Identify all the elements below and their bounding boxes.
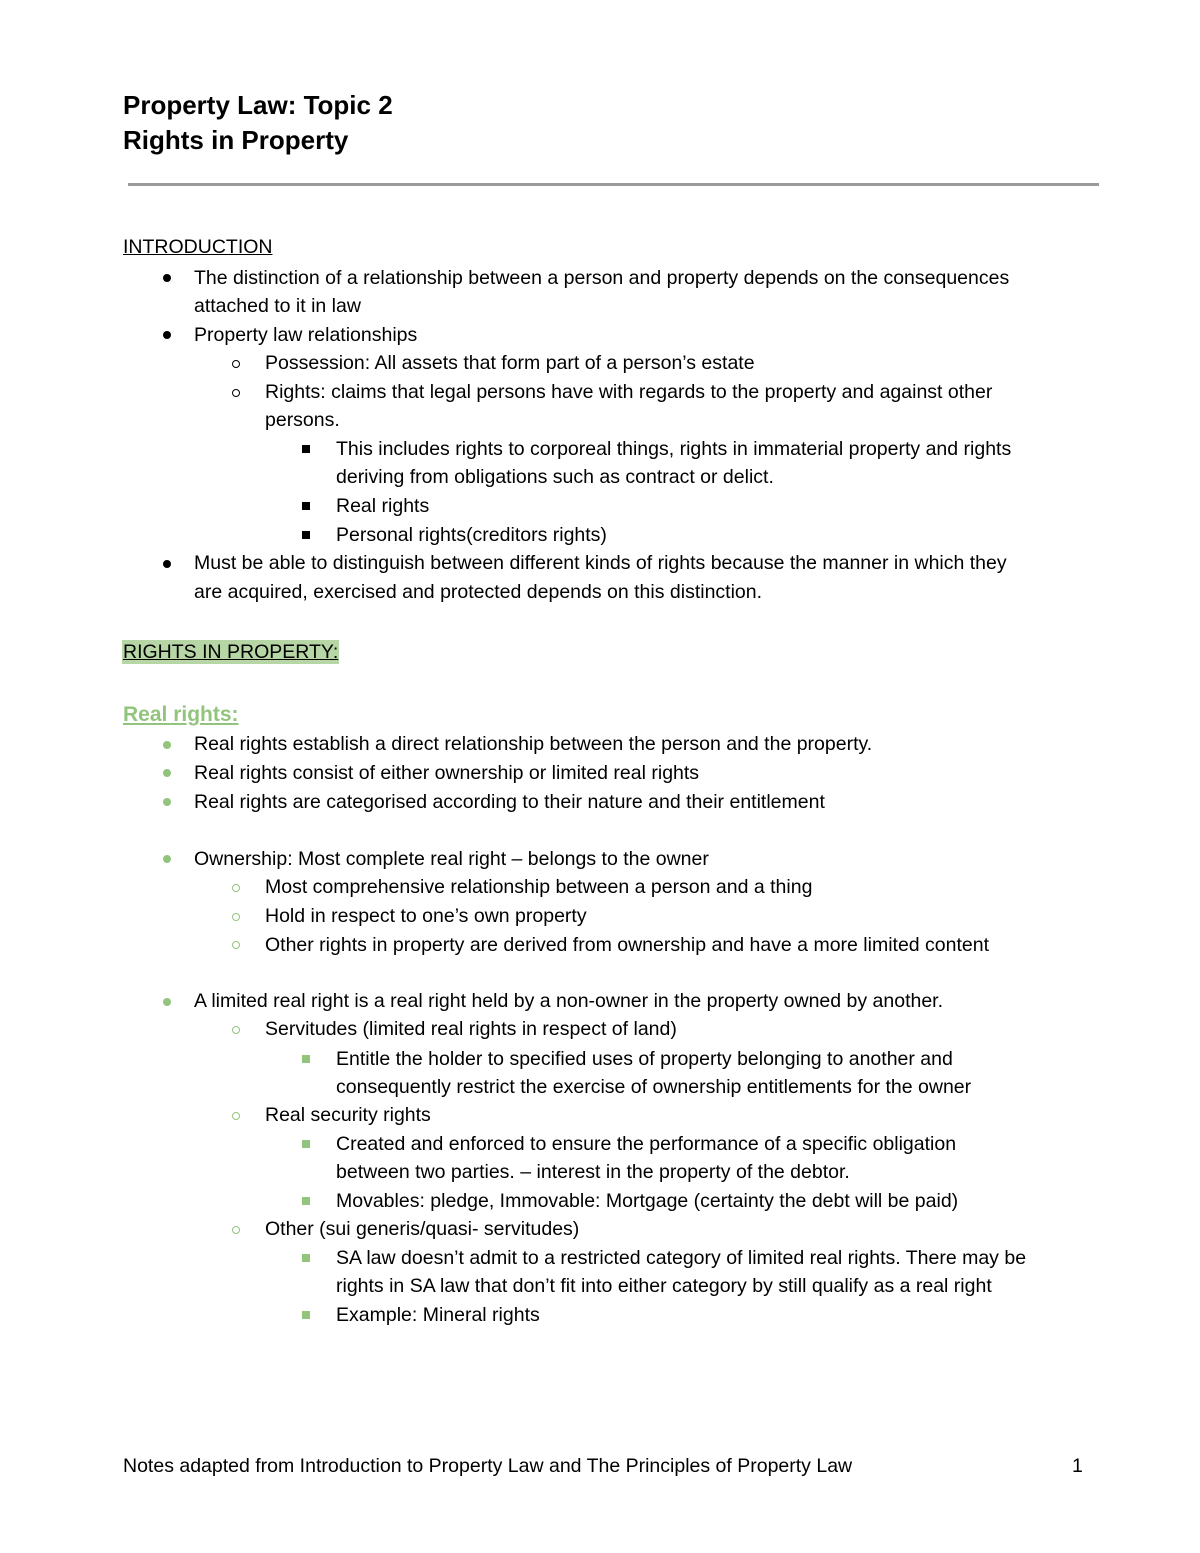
- list-subitem-continuation: persons.: [265, 409, 340, 431]
- list-subitem: Servitudes (limited real rights in respect of land): [265, 1018, 677, 1040]
- list-subitem: Rights: claims that legal persons have with regards to the property and against other: [265, 381, 993, 403]
- list-item: Real rights consist of either ownership or limited real rights: [194, 762, 700, 784]
- list-item: Ownership: Most complete real right – belongs to the owner: [194, 848, 709, 870]
- list-tertiary-item: Created and enforced to ensure the performance of a specific obligation: [336, 1133, 957, 1155]
- bullet-dot-icon: [162, 559, 172, 569]
- list-item: Real rights are categorised according to their nature and their entitlement: [194, 791, 825, 813]
- bullet-dot-icon: [162, 854, 172, 864]
- list-tertiary-continuation: between two parties. – interest in the property of the debtor.: [336, 1161, 850, 1183]
- list-tertiary-item: Movables: pledge, Immovable: Mortgage (certainty the debt will be paid): [336, 1190, 959, 1212]
- list-subitem: Most comprehensive relationship between a person and a thing: [265, 876, 813, 898]
- bullet-circle-icon: [231, 912, 241, 922]
- list-item: Property law relationships: [194, 324, 418, 346]
- real-rights-heading: Real rights:: [123, 703, 239, 726]
- list-item: A limited real right is a real right held by a non-owner in the property owned by another.: [194, 990, 944, 1012]
- list-subitem: Other (sui generis/quasi- servitudes): [265, 1218, 580, 1240]
- list-tertiary-item: This includes rights to corporeal things, rights in immaterial property and rights: [336, 438, 1012, 460]
- document-subtitle: Rights in Property: [123, 125, 349, 155]
- bullet-square-icon: [301, 1139, 311, 1149]
- bullet-square-icon: [301, 1196, 311, 1206]
- bullet-dot-icon: [162, 740, 172, 750]
- bullet-square-icon: [301, 1054, 311, 1064]
- bullet-square-icon: [301, 1253, 311, 1263]
- bullet-dot-icon: [162, 273, 172, 283]
- footer-note: Notes adapted from Introduction to Property Law and The Principles of Property Law: [123, 1455, 853, 1477]
- rights-in-property-heading: RIGHTS IN PROPERTY:: [123, 641, 339, 663]
- bullet-circle-icon: [231, 940, 241, 950]
- list-subitem: Hold in respect to one’s own property: [265, 905, 587, 927]
- list-tertiary-continuation: deriving from obligations such as contract or delict.: [336, 466, 774, 488]
- bullet-circle-icon: [231, 1025, 241, 1035]
- list-tertiary-item: Entitle the holder to specified uses of property belonging to another and: [336, 1048, 953, 1070]
- list-item-continuation: are acquired, exercised and protected depends on this distinction.: [194, 581, 763, 603]
- bullet-circle-icon: [231, 1225, 241, 1235]
- list-tertiary-item: SA law doesn’t admit to a restricted category of limited real rights. There may be: [336, 1247, 1027, 1269]
- bullet-dot-icon: [162, 997, 172, 1007]
- bullet-square-icon: [301, 444, 311, 454]
- list-tertiary-item: Personal rights(creditors rights): [336, 524, 607, 546]
- list-item-continuation: attached to it in law: [194, 295, 361, 317]
- bullet-dot-icon: [162, 797, 172, 807]
- document-title: Property Law: Topic 2: [123, 90, 393, 120]
- list-item: Real rights establish a direct relationship between the person and the property.: [194, 733, 873, 755]
- bullet-square-icon: [301, 1310, 311, 1320]
- list-item: Must be able to distinguish between different kinds of rights because the manner in which they: [194, 552, 1007, 574]
- list-subitem: Possession: All assets that form part of a person’s estate: [265, 352, 755, 374]
- bullet-circle-icon: [231, 359, 241, 369]
- bullet-circle-icon: [231, 1111, 241, 1121]
- bullet-square-icon: [301, 530, 311, 540]
- bullet-circle-icon: [231, 883, 241, 893]
- bullet-dot-icon: [162, 768, 172, 778]
- bullet-dot-icon: [162, 330, 172, 340]
- bullet-square-icon: [301, 501, 311, 511]
- list-tertiary-continuation: consequently restrict the exercise of ownership entitlements for the owner: [336, 1076, 972, 1098]
- list-subitem: Real security rights: [265, 1104, 431, 1126]
- horizontal-divider: [128, 183, 1099, 186]
- list-subitem: Other rights in property are derived from ownership and have a more limited content: [265, 934, 990, 956]
- list-item: The distinction of a relationship between a person and property depends on the consequences: [194, 267, 1010, 289]
- list-tertiary-item: Real rights: [336, 495, 430, 517]
- bullet-circle-icon: [231, 388, 241, 398]
- page-number: 1: [1072, 1455, 1083, 1477]
- list-tertiary-continuation: rights in SA law that don’t fit into either category by still qualify as a real right: [336, 1275, 992, 1297]
- introduction-heading: INTRODUCTION: [123, 236, 273, 258]
- list-tertiary-item: Example: Mineral rights: [336, 1304, 540, 1326]
